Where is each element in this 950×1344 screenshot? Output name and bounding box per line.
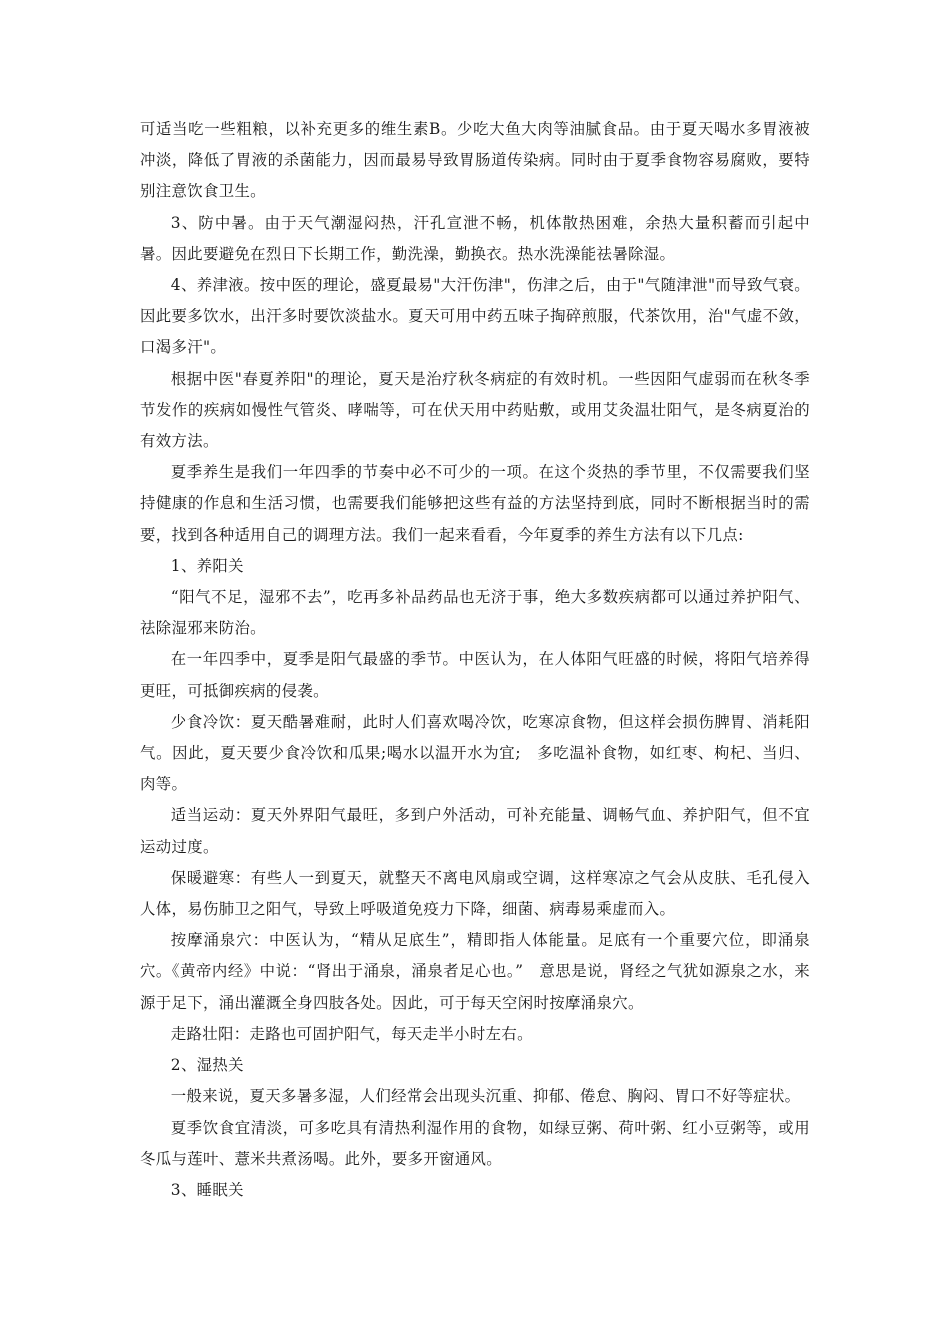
paragraph: 适当运动：夏天外界阳气最旺，多到户外活动，可补充能量、调畅气血、养护阳气，但不宜运动过度。 (140, 806, 810, 856)
paragraph: 在一年四季中，夏季是阳气最盛的季节。中医认为，在人体阳气旺盛的时候，将阳气培养得更旺，可抵御疾病的侵袭。 (140, 650, 810, 700)
section-heading: 2、湿热关 (170, 1056, 244, 1075)
section-heading: 1、养阳关 (170, 556, 244, 575)
paragraph: 4、养津液。按中医的理论，盛夏最易"大汗伤津"，伤津之后，由于"气随津泄"而导致气衰。因此要多饮水，出汗多时要饮淡盐水。夏天可用中药五味子掏碎煎服，代茶饮用，治"气虚不敛，口渴多汗"。 (140, 276, 810, 357)
paragraph: 3、防中暑。由于天气潮湿闷热，汗孔宣泄不畅，机体散热困难，余热大量积蓄而引起中暑。因此要避免在烈日下长期工作，勤洗澡，勤换衣。热水洗澡能祛暑除湿。 (140, 213, 810, 263)
paragraph: 按摩涌泉穴：中医认为，“精从足底生”，精即指人体能量。足底有一个重要穴位，即涌泉穴。《黄帝内经》中说：“肾出于涌泉，涌泉者足心也。” 意思是说，肾经之气犹如源泉之水，来源于足下，涌出灌溉全身四肢各处。因此，可于每天空闲时按摩涌泉穴。 (140, 931, 810, 1012)
paragraph: 一般来说，夏天多暑多湿，人们经常会出现头沉重、抑郁、倦怠、胸闷、胃口不好等症状。 (170, 1087, 801, 1106)
section-heading: 3、睡眠关 (170, 1180, 244, 1199)
paragraph: 走路壮阳：走路也可固护阳气，每天走半小时左右。 (170, 1024, 533, 1043)
paragraph: 保暖避寒：有些人一到夏天，就整天不离电风扇或空调，这样寒凉之气会从皮肤、毛孔侵入人体，易伤肺卫之阳气，导致上呼吸道免疫力下降，细菌、病毒易乘虚而入。 (140, 868, 810, 919)
paragraph: 根据中医"春夏养阳"的理论，夏天是治疗秋冬病症的有效时机。一些因阳气虚弱而在秋冬季节发作的疾病如慢性气管炎、哮喘等，可在伏天用中药贴敷，或用艾灸温壮阳气，是冬病夏治的有效方法。 (140, 369, 810, 451)
paragraph: 夏季饮食宜清淡，可多吃具有清热利湿作用的食物，如绿豆粥、荷叶粥、红小豆粥等，或用冬瓜与莲叶、薏米共煮汤喝。此外，要多开窗通风。 (140, 1118, 810, 1168)
document-body (140, 114, 810, 1206)
paragraph: 可适当吃一些粗粮，以补充更多的维生素B。少吃大鱼大肉等油腻食品。由于夏天喝水多胃液被冲淡，降低了胃液的杀菌能力，因而最易导致胃肠道传染病。同时由于夏季食物容易腐败，要特别注意饮食卫生。 (140, 120, 810, 201)
paragraph: 少食冷饮：夏天酷暑难耐，此时人们喜欢喝冷饮，吃寒凉食物，但这样会损伤脾胃、消耗阳气。因此，夏天要少食冷饮和瓜果;喝水以温开水为宜; 多吃温补食物，如红枣、枸杞、当归、肉等。 (140, 712, 810, 794)
paragraph: 夏季养生是我们一年四季的节奏中必不可少的一项。在这个炎热的季节里，不仅需要我们坚持健康的作息和生活习惯，也需要我们能够把这些有益的方法坚持到底，同时不断根据当时的需要，找到各种适用自己的调理方法。我们一起来看看，今年夏季的养生方法有以下几点: (140, 463, 810, 544)
paragraph: “阳气不足，湿邪不去”，吃再多补品药品也无济于事，绝大多数疾病都可以通过养护阳气、祛除湿邪来防治。 (140, 588, 810, 638)
